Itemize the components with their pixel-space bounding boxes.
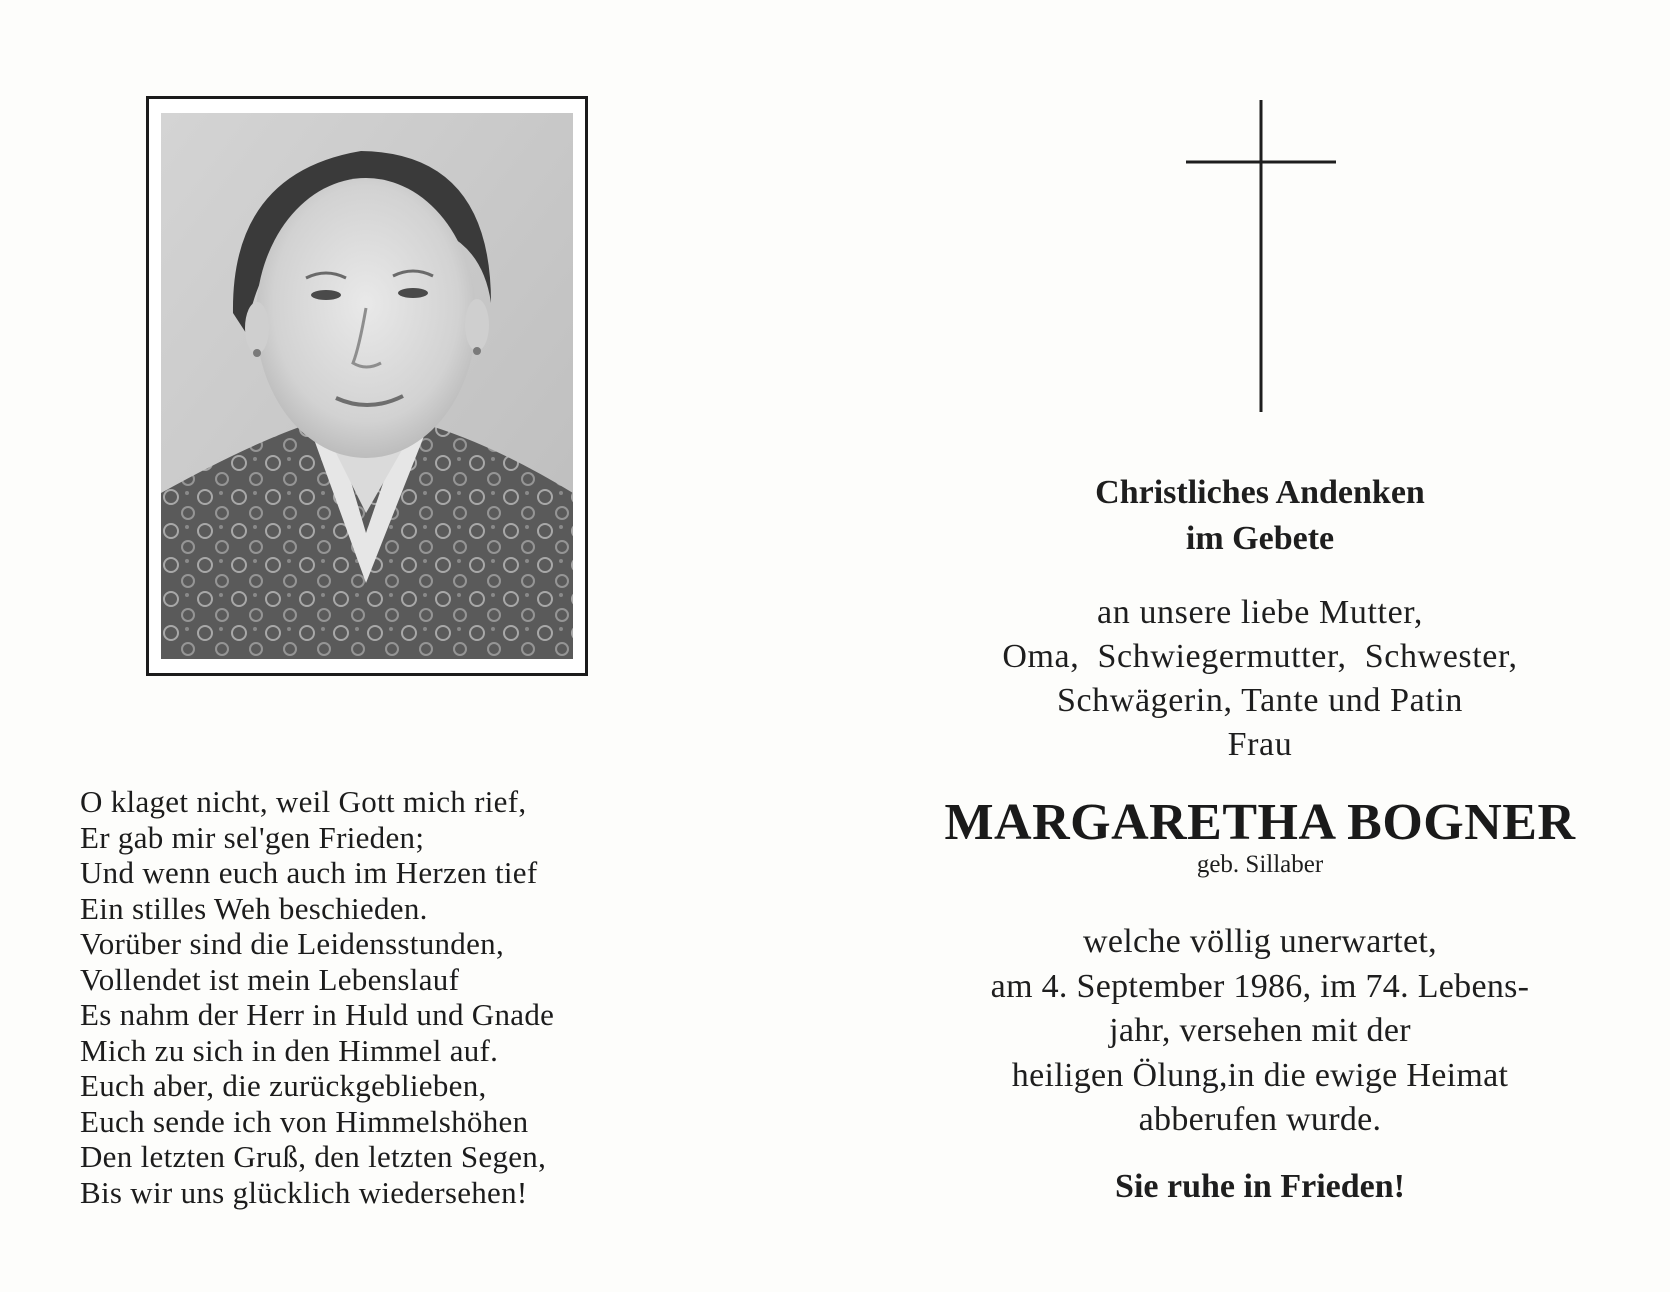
poem-line: Bis wir uns glücklich wiedersehen!	[80, 1174, 528, 1210]
details-line: jahr, versehen mit der	[1109, 1012, 1411, 1049]
details-line: welche völlig unerwartet,	[1083, 923, 1437, 960]
closing-blessing: Sie ruhe in Frieden!	[1115, 1168, 1405, 1205]
poem-line: Euch aber, die zurückgeblieben,	[80, 1068, 487, 1103]
dedication	[900, 591, 1620, 767]
maiden-name: geb. Sillaber	[1196, 851, 1324, 878]
details-line: am 4. September 1986, im 74. Lebens-	[990, 967, 1530, 1005]
portrait-frame	[146, 96, 588, 676]
details-line: abberufen wurde.	[1138, 1101, 1382, 1138]
deceased-name: MARGARETHA BOGNER	[944, 794, 1576, 851]
dedication-line: Oma, Schwiegermutter, Schwester,	[1002, 638, 1518, 675]
poem-line: Vorüber sind die Leidensstunden,	[80, 926, 505, 961]
poem-line: Ein stilles Weh beschieden.	[80, 890, 428, 926]
poem-line: Den letzten Gruß, den letzten Segen,	[80, 1139, 547, 1174]
heading-line-2: im Gebete	[1185, 520, 1335, 557]
poem-line: Es nahm der Herr in Huld und Gnade	[80, 997, 555, 1032]
dedication-line: Frau	[1227, 726, 1293, 763]
death-details	[900, 920, 1620, 1143]
poem-line: Vollendet ist mein Lebenslauf	[80, 961, 460, 997]
memorial-poem	[80, 784, 680, 1210]
cross-icon	[1186, 100, 1336, 412]
memorial-heading	[900, 470, 1620, 562]
poem-line: Euch sende ich von Himmelshöhen	[80, 1103, 529, 1139]
poem-line: O klaget nicht, weil Gott mich rief,	[80, 784, 527, 819]
dedication-line: Schwägerin, Tante und Patin	[1056, 682, 1463, 719]
dedication-line: an unsere liebe Mutter,	[1097, 594, 1423, 631]
poem-line: Und wenn euch auch im Herzen tief	[80, 855, 538, 890]
poem-line: Mich zu sich in den Himmel auf.	[80, 1032, 499, 1068]
poem-line: Er gab mir sel'gen Frieden;	[80, 819, 425, 855]
details-line: heiligen Ölung,in die ewige Heimat	[1011, 1056, 1509, 1094]
portrait-photo	[161, 113, 573, 659]
heading-line-1: Christliches Andenken	[1095, 474, 1425, 511]
